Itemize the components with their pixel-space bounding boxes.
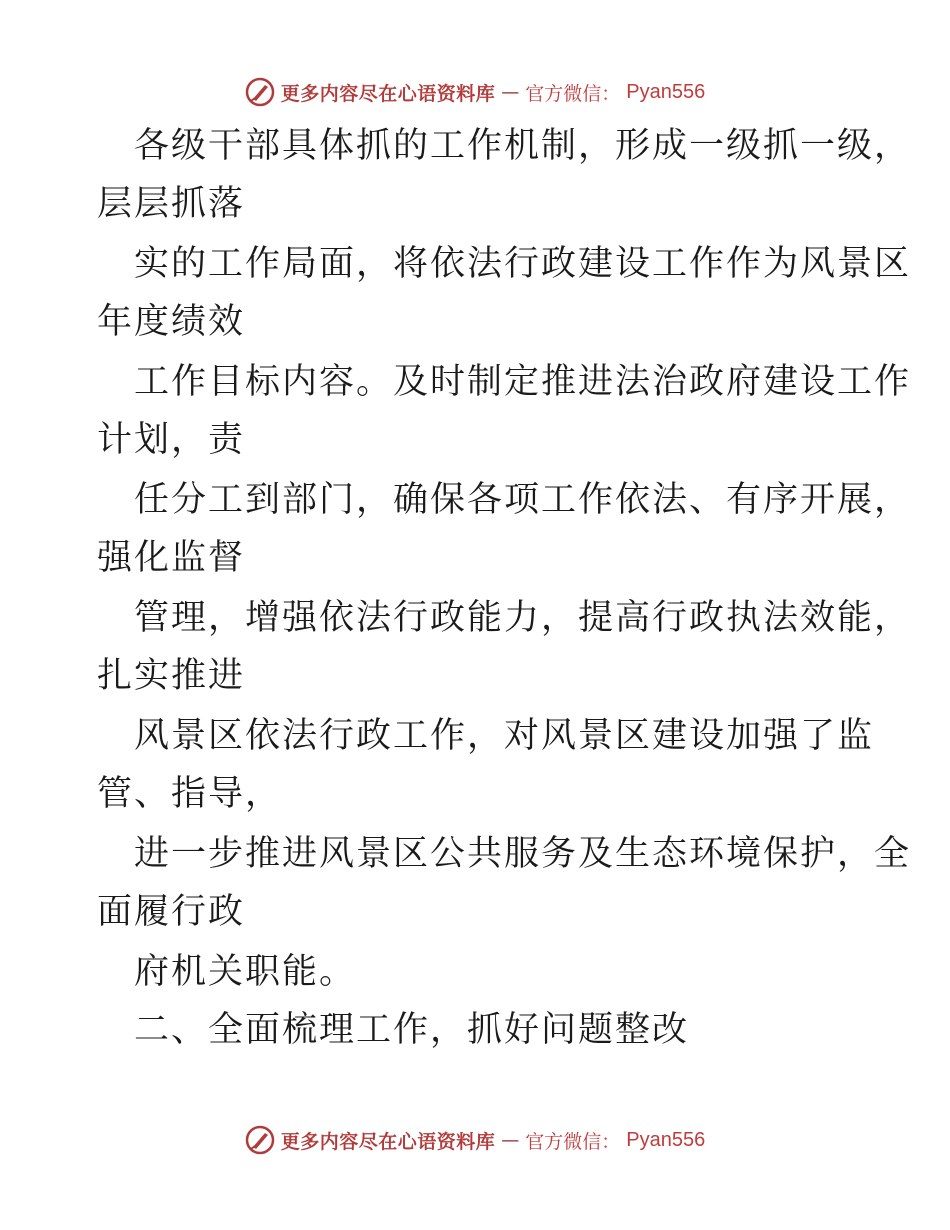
text-line: 计划，责 [97,420,246,460]
section-heading: 二、全面梳理工作，抓好问题整改 [134,1010,690,1050]
text-line: 进一步推进风景区公共服务及生态环境保护，全 [134,834,912,874]
header-banner [0,72,950,112]
banner-main-text: 更多内容尽在心语资料库 [280,1130,496,1153]
text-line: 任分工到部门，确保各项工作依法、有序开展， [134,480,912,520]
banner-dash: — [501,1129,520,1151]
banner-wechat-label: 官方微信： [525,1130,621,1153]
text-line: 强化监督 [97,538,246,578]
quill-logo-icon [245,77,275,107]
banner-main-text: 更多内容尽在心语资料库 [280,82,496,105]
text-line: 府机关职能。 [134,952,357,992]
quill-logo-icon [245,1125,275,1155]
text-line: 管、指导， [97,774,283,814]
banner-wechat-id: Pyan556 [626,80,706,103]
text-line: 扎实推进 [97,656,246,696]
text-line: 面履行政 [97,892,246,932]
text-line: 实的工作局面，将依法行政建设工作作为风景区 [134,244,912,284]
text-line: 层层抓落 [97,184,246,224]
text-line: 风景区依法行政工作，对风景区建设加强了监 [134,716,875,756]
banner-dash: — [501,81,520,103]
text-line: 管理，增强依法行政能力，提高行政执法效能， [134,598,912,638]
footer-banner [0,1120,950,1160]
text-line: 各级干部具体抓的工作机制，形成一级抓一级， [134,126,912,166]
banner-wechat-id: Pyan556 [626,1128,706,1151]
text-line: 年度绩效 [97,302,246,342]
banner-wechat-label: 官方微信： [525,82,621,105]
text-line: 工作目标内容。及时制定推进法治政府建设工作 [134,362,912,402]
